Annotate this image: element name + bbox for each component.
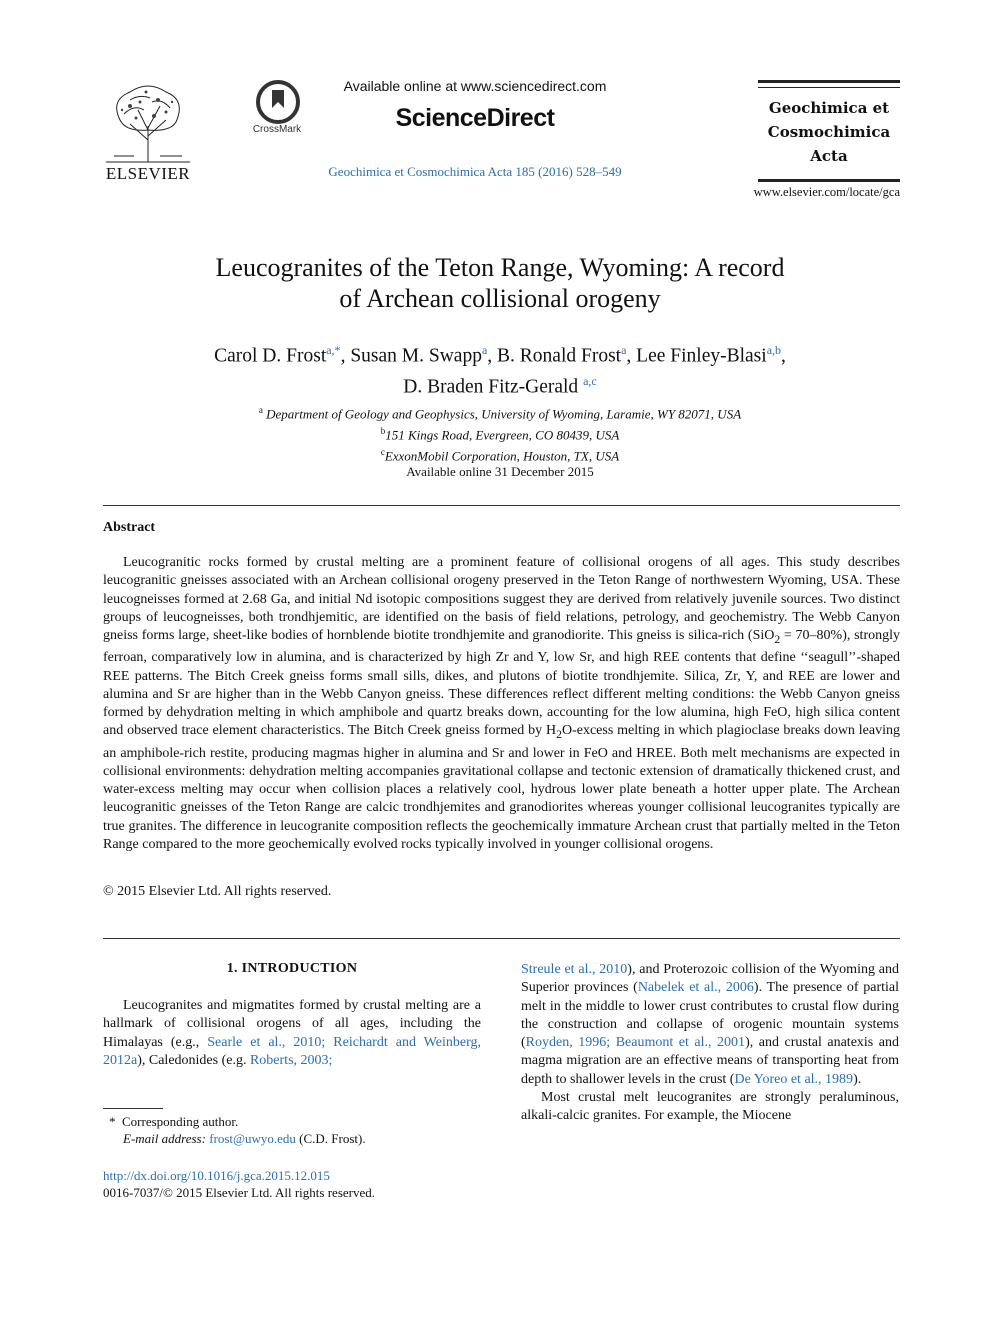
email-owner: (C.D. Frost). bbox=[299, 1131, 366, 1146]
subscript: 2 bbox=[774, 632, 781, 646]
title-line: Leucogranites of the Teton Range, Wyoming: A record bbox=[215, 253, 785, 282]
email-label: E-mail address: bbox=[123, 1131, 206, 1146]
intro-paragraph-right bbox=[521, 961, 899, 1126]
body-text: ). The presence of partial melt in the middle to lower crust contributes to crustal flow during the construction and collapse of orogenic mountain systems ( bbox=[521, 980, 899, 1051]
affiliation-mark: c bbox=[380, 446, 385, 457]
abstract-text: = 70–80%), strongly ferroan, comparatively low in alumina, and is characterized by high Zr and Y, low Sr, and high REE contents that define ‘‘seagull’’-shaped REE patterns. The Bitch Creek gneiss forms small sills, dikes, and plutons of biotite trondhjemite. Silica, Zr, Y, and REE are lower and alumina and Sr are higher than in the Webb Canyon gneiss. These differences reflect different melting conditions: the Webb Canyon gneiss formed by dehydration melting in which amphibole and quartz breaks down, accounting for the low alumina, high FeO, high silica content and observed trace element characteristics. The Bitch Creek gneiss formed by H bbox=[103, 628, 900, 739]
author-separator: , bbox=[340, 345, 351, 367]
abstract-heading: Abstract bbox=[103, 520, 156, 535]
citation-link[interactable]: Royden, 1996; Beaumont et al., 2001 bbox=[525, 1035, 746, 1051]
issn-copyright: 0016-7037/© 2015 Elsevier Ltd. All rights reserved. bbox=[103, 1185, 375, 1200]
divider bbox=[103, 938, 900, 939]
author-name[interactable]: B. Ronald Frost bbox=[497, 345, 622, 367]
available-online-text: Available online at www.sciencedirect.com bbox=[343, 78, 607, 94]
author-affil-mark[interactable]: a,* bbox=[326, 343, 341, 357]
journal-name bbox=[758, 96, 900, 168]
affiliation-text: Department of Geology and Geophysics, University of Wyoming, Laramie, WY 82071, USA bbox=[266, 406, 742, 422]
author-separator: , bbox=[626, 345, 637, 367]
journal-name-line: Cosmochimica bbox=[767, 123, 891, 141]
divider bbox=[103, 505, 900, 506]
citation-link[interactable]: Nabelek et al., 2006 bbox=[637, 980, 754, 996]
footnote bbox=[103, 1113, 483, 1147]
author-name[interactable]: Susan M. Swapp bbox=[350, 345, 482, 367]
journal-name-line: Geochimica et bbox=[768, 99, 890, 117]
body-text: ), and crustal anatexis and magma migration are an effective means of transporting heat from depth to shallower levels in the crust ( bbox=[521, 1035, 899, 1087]
abstract-copyright: © 2015 Elsevier Ltd. All rights reserved. bbox=[103, 884, 332, 899]
affiliation-mark: a bbox=[258, 405, 263, 415]
email-link[interactable]: frost@uwyo.edu bbox=[209, 1131, 296, 1146]
affiliation-item bbox=[100, 444, 900, 465]
affiliation-text: ExxonMobil Corporation, Houston, TX, USA bbox=[384, 447, 620, 463]
publisher-name: ELSEVIER bbox=[105, 164, 191, 183]
title-line: of Archean collisional orogeny bbox=[339, 284, 661, 313]
author-affil-mark[interactable]: a,c bbox=[583, 373, 597, 388]
journal-name-line: Acta bbox=[810, 147, 848, 165]
citation-link[interactable]: De Yoreo et al., 1989 bbox=[734, 1071, 854, 1087]
author-list bbox=[100, 338, 900, 399]
author-separator: , bbox=[487, 345, 498, 367]
abstract-body bbox=[103, 554, 900, 854]
doi-link[interactable]: http://dx.doi.org/10.1016/j.gca.2015.12.015 bbox=[103, 1168, 330, 1183]
abstract-text: Leucogranitic rocks formed by crustal melting are a prominent feature of collisional orogens of all ages. This study describes leucogranitic gneisses associated with an Archean collisional orogeny preserved in the Teton Range of northwestern Wyoming, USA. These leucogneisses formed at 2.68 Ga, and initial Nd isotopic compositions suggest they are derived from relatively juvenile sources. Two distinct groups of leucogneisses, both trondhjemitic, are identified on the basis of field relations, petrology, and geochemistry. The Webb Canyon gneiss forms large, sheet-like bodies of hornblende biotite trondhjemite and granodiorite. This gneiss is silica-rich (SiO bbox=[103, 555, 900, 644]
citation-link[interactable]: Searle et al., 2010; Reichardt and Weinberg, 2012a bbox=[103, 1034, 482, 1068]
journal-url-link[interactable]: www.elsevier.com/locate/gca bbox=[753, 185, 900, 199]
affiliation-text: 151 Kings Road, Evergreen, CO 80439, USA bbox=[385, 427, 620, 443]
crossmark-label: CrossMark bbox=[252, 124, 302, 135]
intro-paragraph-left bbox=[103, 997, 481, 1070]
corresponding-author-note: Corresponding author. bbox=[122, 1114, 239, 1129]
author-name[interactable]: Carol D. Frost bbox=[214, 345, 327, 367]
affiliations bbox=[100, 402, 900, 481]
doi-block bbox=[103, 1167, 483, 1201]
body-text: ), Caledonides (e.g. bbox=[137, 1052, 250, 1068]
author-affil-mark[interactable]: a,b bbox=[766, 343, 782, 357]
author-name[interactable]: D. Braden Fitz-Gerald bbox=[403, 376, 579, 397]
affiliation-item bbox=[100, 402, 900, 423]
affiliation-mark: b bbox=[380, 425, 386, 436]
article-title bbox=[100, 252, 900, 314]
journal-citation-link[interactable]: Geochimica et Cosmochimica Acta 185 (2016) 528–549 bbox=[328, 164, 622, 179]
author-affil-mark[interactable]: a bbox=[621, 343, 627, 357]
available-online-date: Available online 31 December 2015 bbox=[406, 464, 594, 480]
author-separator: , bbox=[781, 345, 786, 367]
sciencedirect-logo[interactable]: ScienceDirect bbox=[395, 104, 555, 132]
citation-link[interactable]: Streule et al., 2010 bbox=[521, 962, 628, 977]
intro-paragraph-2: Most crustal melt leucogranites are strongly peraluminous, alkali-calcic granites. For example, the Miocene bbox=[521, 1090, 899, 1124]
author-name[interactable]: Lee Finley-Blasi bbox=[636, 345, 767, 367]
footnote-mark: * bbox=[109, 1114, 116, 1129]
body-text: Leucogranites and migmatites formed by crustal melting are a hallmark of collisional orogens of all ages, including the Himalayas (e.g., bbox=[103, 998, 481, 1050]
footnote-divider bbox=[103, 1108, 163, 1109]
section-heading: 1. INTRODUCTION bbox=[226, 961, 358, 976]
citation-link[interactable]: Roberts, 2003; bbox=[249, 1052, 333, 1068]
body-text: ), and Proterozoic collision of the Wyoming and Superior provinces ( bbox=[521, 962, 899, 996]
affiliation-item bbox=[100, 423, 900, 444]
subscript: 2 bbox=[556, 728, 562, 742]
abstract-text: O-excess melting in which plagioclase breaks down leaving an amphibole-rich restite, producing magmas higher in alumina and Sr and lower in FeO and HREE. Both melt mechanisms are expected in collisional environments: dehydration melting accompanies gravitational collapse and tectonic extension of dramatically thickened crust, and water-excess melting may occur when collision places a relatively cool, hydrous lower plate beneath a hotter upper plate. The Archean leucogranitic gneisses of the Teton Range are calcic trondhjemites and granodiorites whereas younger collisional leucogranites typically are true granites. The difference in leucogranite composition reflects the geochemically immature Archean crust that partially melted in the Teton Range compared to the more geochemically evolved rocks typically involved in younger collisional orogens. bbox=[103, 723, 901, 853]
author-affil-mark[interactable]: a bbox=[481, 343, 488, 357]
body-text: ). bbox=[853, 1071, 862, 1087]
